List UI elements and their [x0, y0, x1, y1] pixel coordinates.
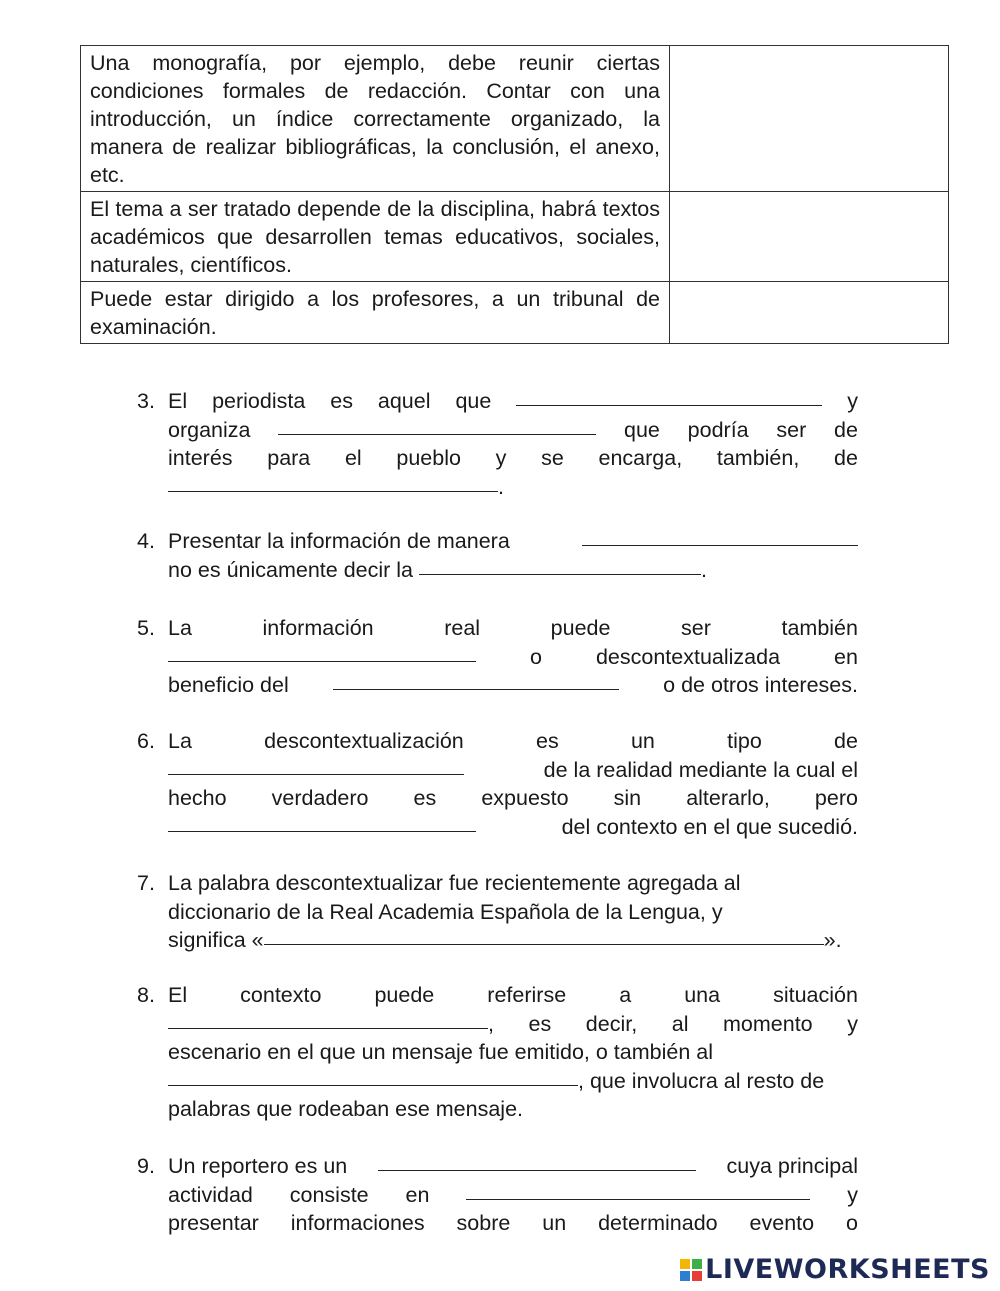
word: descontextualización — [264, 729, 464, 753]
question-number: 8. — [137, 983, 155, 1007]
word: organiza — [168, 417, 251, 442]
word: que — [455, 389, 492, 413]
word: momento — [723, 1011, 813, 1036]
question-number: 6. — [137, 729, 155, 753]
word: encarga, — [598, 446, 683, 470]
sentence-fragment: significa « — [168, 928, 264, 952]
word: La — [168, 729, 192, 753]
punctuation: . — [498, 474, 504, 499]
word: informaciones — [290, 1211, 425, 1235]
answer-cell[interactable] — [670, 46, 949, 192]
question-number: 5. — [137, 616, 155, 640]
sentence-fragment: cuya principal — [726, 1154, 858, 1178]
word: sin — [613, 786, 642, 810]
word: actividad — [168, 1182, 253, 1207]
word: también, — [716, 446, 800, 470]
question-number: 7. — [137, 871, 155, 895]
sentence-fragment: beneficio del — [168, 673, 289, 697]
statement-cell: Una monografía, por ejemplo, debe reunir ciertas condiciones formales de redacción. Contar con una introducción, un índice correctamente organizado, la manera de realizar bibliográficas, la conclusión, el anexo, etc. — [81, 46, 670, 192]
word: verdadero — [271, 786, 369, 810]
word: de — [834, 417, 858, 442]
word: podría — [687, 417, 749, 442]
word: consiste — [289, 1182, 369, 1207]
word: real — [444, 616, 481, 640]
answer-blank[interactable] — [168, 473, 498, 492]
answer-blank[interactable] — [168, 813, 476, 832]
sentence-fragment: palabras que rodeaban ese mensaje. — [168, 1097, 524, 1121]
word: puede — [550, 616, 611, 640]
word: en — [834, 644, 858, 669]
word: el — [344, 446, 362, 470]
answer-cell[interactable] — [670, 192, 949, 282]
punctuation: ». — [823, 928, 842, 952]
word: alterarlo, — [686, 786, 770, 810]
answer-blank[interactable] — [466, 1181, 810, 1200]
word: aquel — [377, 389, 431, 413]
punctuation: . — [701, 557, 707, 582]
word: un — [542, 1211, 567, 1235]
word: evento — [749, 1211, 815, 1235]
liveworksheets-logo — [680, 1254, 990, 1285]
word: puede — [374, 983, 435, 1007]
word: o — [530, 644, 542, 669]
punctuation: , — [488, 1011, 494, 1036]
sentence-fragment: escenario en el que un mensaje fue emitido, o también al — [168, 1040, 714, 1064]
answer-blank[interactable] — [278, 416, 596, 435]
classification-table — [80, 45, 949, 344]
word: tipo — [727, 729, 762, 753]
word: ser — [681, 616, 711, 640]
statement-cell: El tema a ser tratado depende de la disciplina, habrá textos académicos que desarrollen temas educativos, sociales, naturales, científicos. — [81, 192, 670, 282]
sentence-fragment: Presentar la información de manera — [168, 529, 510, 553]
word: decir, — [585, 1011, 638, 1036]
word: El — [168, 389, 188, 413]
table-row — [81, 192, 949, 282]
word: ser — [776, 417, 807, 442]
sentence-fragment: o de otros intereses. — [663, 673, 858, 697]
word: al — [671, 1011, 689, 1036]
word: La — [168, 616, 192, 640]
word: y — [495, 446, 507, 470]
answer-blank[interactable] — [582, 527, 858, 546]
word: interés — [168, 446, 233, 470]
word: es — [536, 729, 559, 753]
question-number: 3. — [137, 389, 155, 413]
word: periodista — [212, 389, 306, 413]
table-row — [81, 282, 949, 344]
word: El — [168, 983, 188, 1007]
sentence-fragment: Un reportero es un — [168, 1154, 348, 1178]
answer-blank[interactable] — [168, 643, 476, 662]
word: en — [405, 1182, 430, 1207]
sentence-fragment: diccionario de la Real Academia Española de la Lengua, y — [168, 899, 723, 924]
word: pero — [814, 786, 858, 810]
sentence-fragment: del contexto en el que sucedió. — [561, 814, 858, 839]
word: una — [684, 983, 721, 1007]
word: determinado — [598, 1211, 718, 1235]
answer-blank[interactable] — [168, 756, 464, 775]
logo-text: LIVEWORKSHEETS — [705, 1254, 990, 1285]
word: para — [267, 446, 311, 470]
question-number: 9. — [137, 1154, 155, 1178]
answer-blank[interactable] — [264, 926, 824, 945]
word: expuesto — [481, 786, 569, 810]
sentence-fragment: , que involucra al resto de — [578, 1068, 825, 1093]
word: información — [262, 616, 374, 640]
word: presentar — [168, 1211, 259, 1235]
word: es — [528, 1011, 552, 1036]
word: hecho — [168, 786, 227, 810]
word: es — [330, 389, 353, 413]
word: a — [619, 983, 632, 1007]
word: de — [834, 729, 858, 753]
question-number: 4. — [137, 529, 155, 553]
logo-blocks-icon — [680, 1259, 702, 1281]
word: un — [630, 729, 655, 753]
answer-blank[interactable] — [333, 671, 619, 690]
word: referirse — [487, 983, 567, 1007]
answer-blank[interactable] — [168, 1067, 578, 1086]
answer-cell[interactable] — [670, 282, 949, 344]
table-row — [81, 46, 949, 192]
word: se — [541, 446, 564, 470]
word: y — [847, 389, 858, 413]
answer-blank[interactable] — [419, 556, 701, 575]
word: también — [781, 616, 858, 640]
word: pueblo — [396, 446, 461, 470]
word: que — [624, 417, 660, 442]
sentence-fragment: de la realidad mediante la cual el — [543, 757, 858, 782]
sentence-fragment: La palabra descontextualizar fue recientemente agregada al — [168, 871, 741, 895]
word: o — [846, 1211, 858, 1235]
word: descontextualizada — [595, 644, 781, 669]
word: es — [413, 786, 437, 810]
answer-blank[interactable] — [168, 1010, 488, 1029]
statement-cell: Puede estar dirigido a los profesores, a un tribunal de examinación. — [81, 282, 670, 344]
word: de — [834, 446, 858, 470]
word: y — [847, 1011, 858, 1036]
word: situación — [773, 983, 858, 1007]
answer-blank[interactable] — [378, 1152, 696, 1171]
word: sobre — [456, 1211, 511, 1235]
sentence-fragment: no es únicamente decir la — [168, 557, 414, 582]
word: y — [847, 1182, 858, 1207]
answer-blank[interactable] — [516, 387, 822, 406]
word: contexto — [240, 983, 322, 1007]
